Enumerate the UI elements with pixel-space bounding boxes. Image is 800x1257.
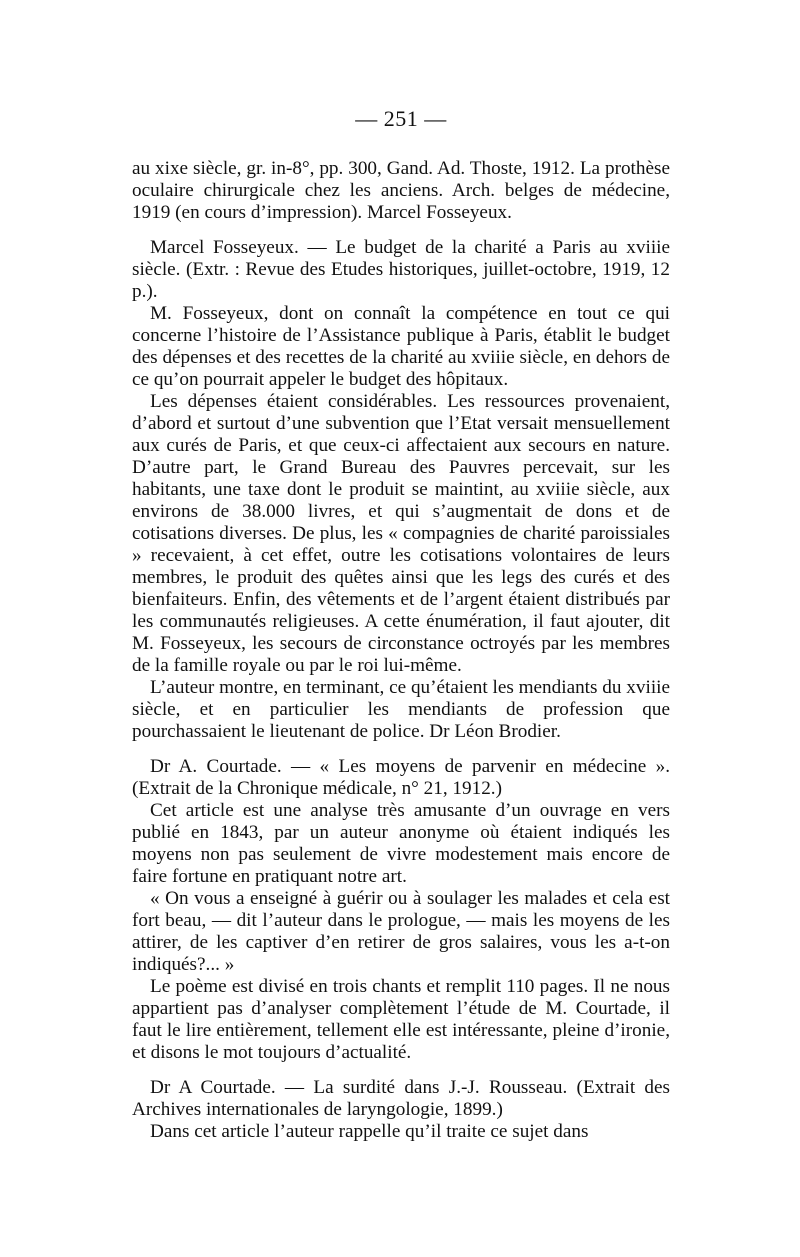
entry-paragraph: « On vous a enseigné à guérir ou à soulager les malades et cela est fort beau, — dit l’auteur dans le prologue, — mais les moyens de les attirer, de les captiver d’en retirer de gros salaires, vous les a-t-on indiqués?... » [132,888,670,975]
entry-paragraph: Cet article est une analyse très amusante d’un ouvrage en vers publié en 1843, par un auteur anonyme où étaient indiqués les moyens non pas seulement de vivre modestement mais encore de faire fortune en pratiquant notre art. [132,800,670,887]
entry-heading: Marcel Fosseyeux. — Le budget de la charité a Paris au xviiie siècle. (Extr. : Revue des Etudes historiques, juillet-octobre, 1919, 12 p.). [132,237,670,302]
entry-paragraph: M. Fosseyeux, dont on connaît la compétence en tout ce qui concerne l’histoire de l’Assistance publique à Paris, établit le budget des dépenses et des recettes de la charité au xviiie siècle, en dehors de ce qu’on pourrait appeler le budget des hôpitaux. [132,303,670,390]
bibliography-entry [132,756,670,1064]
bibliography-entry [132,158,670,224]
book-page [132,106,670,1143]
entry-paragraph: Dans cet article l’auteur rappelle qu’il traite ce sujet dans [150,1121,589,1142]
entry-heading: Dr A. Courtade. — « Les moyens de parvenir en médecine ». (Extrait de la Chronique médicale, n° 21, 1912.) [132,756,670,799]
entry-paragraph: L’auteur montre, en terminant, ce qu’étaient les mendiants du xviiie siècle, et en particulier les mendiants de profession que pourchassaient le lieutenant de police. Dr Léon Brodier. [132,677,670,742]
entry-heading: Dr A Courtade. — La surdité dans J.-J. Rousseau. (Extrait des Archives internationales de laryngologie, 1899.) [132,1077,670,1120]
entry-paragraph: au xixe siècle, gr. in-8°, pp. 300, Gand. Ad. Thoste, 1912. La prothèse oculaire chirurgicale chez les anciens. Arch. belges de médecine, 1919 (en cours d’impression). Marcel Fosseyeux. [132,158,670,223]
bibliography-entry [132,1077,670,1143]
entry-paragraph: Le poème est divisé en trois chants et remplit 110 pages. Il ne nous appartient pas d’analyser complètement l’étude de M. Courtade, il faut le lire entièrement, tellement elle est intéressante, pleine d’ironie, et disons le mot toujours d’actualité. [132,976,670,1063]
page-body [132,158,670,1143]
entry-paragraph: Les dépenses étaient considérables. Les ressources provenaient, d’abord et surtout d’une subvention que l’Etat versait mensuellement aux curés de Paris, et que ceux-ci affectaient aux secours en nature. D’autre part, le Grand Bureau des Pauvres percevait, sur les habitants, une taxe dont le produit se maintint, au xviiie siècle, aux environs de 38.000 livres, et qui s’augmentait de dons et de cotisations diverses. De plus, les « compagnies de charité paroissiales » recevaient, à cet effet, outre les cotisations volontaires de leurs membres, le produit des quêtes ainsi que les legs des curés et des bienfaiteurs. Enfin, des vêtements et de l’argent étaient distribués par les communautés religieuses. A cette énumération, il faut ajouter, dit M. Fosseyeux, les secours de circonstance octroyés par les membres de la famille royale ou par le roi lui-même. [132,391,670,676]
page-number: — 251 — [355,106,447,131]
bibliography-entry [132,237,670,743]
